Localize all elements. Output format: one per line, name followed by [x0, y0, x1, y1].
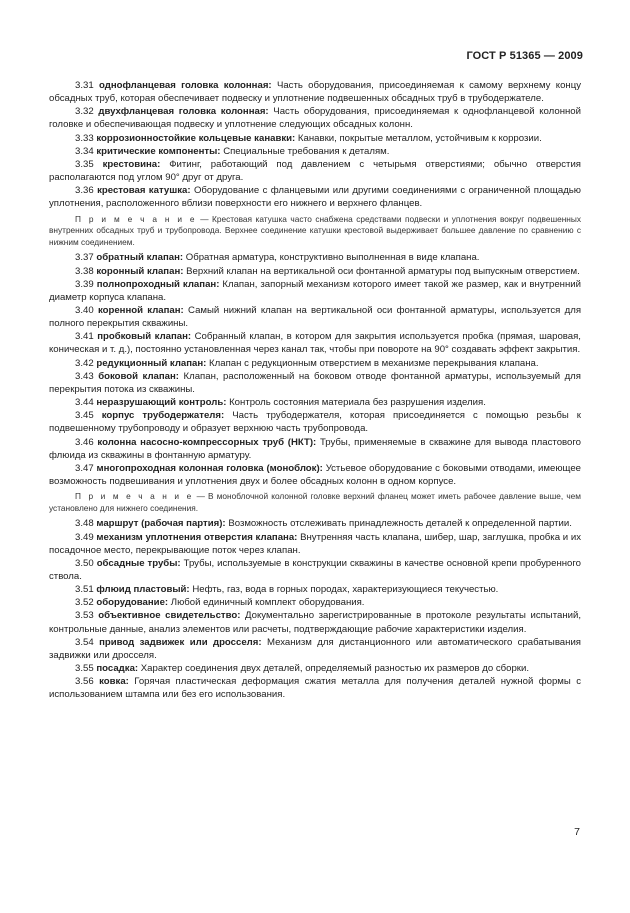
term-name: обсадные трубы: — [96, 557, 181, 569]
term-definition: Верхний клапан на вертикальной оси фонтанной арматуры под выпускным отверстием. — [186, 265, 580, 277]
term-entry — [49, 531, 581, 557]
term-name: однофланцевая головка колонная: — [99, 80, 272, 91]
term-entry — [49, 609, 581, 635]
term-definition: Специальные требования к деталям. — [223, 145, 390, 157]
term-definition: Часть трубодержателя, которая присоединяется с помощью резьбы к подвешенному трубопроводу и образует верхнюю часть трубопровода. — [49, 410, 581, 435]
term-definition: Трубы, применяемые в скважине для вывода пластового флюида из скважины в фонтанную арматуру. — [49, 436, 581, 461]
note-label: П р и м е ч а н и е — [75, 213, 197, 224]
term-number: 3.42 — [75, 357, 94, 369]
term-number: 3.36 — [75, 185, 94, 197]
term-number: 3.52 — [75, 597, 94, 609]
term-name: колонна насосно-компрессорных труб (НКТ): — [97, 436, 317, 448]
term-entry — [49, 636, 581, 662]
term-number: 3.50 — [75, 557, 94, 569]
page-number: 7 — [574, 826, 580, 838]
term-entry — [49, 517, 581, 530]
term-number: 3.35 — [75, 158, 94, 170]
term-entry — [49, 304, 581, 330]
term-definition: Собранный клапан, в котором для закрытия используется пробка (прямая, шаровая, коническая и т. д.), постоянно установленная через канал так, чтобы при повороте на 90° создавать эффект закрытия. — [49, 331, 581, 356]
term-number: 3.44 — [75, 397, 94, 409]
term-entry — [49, 583, 581, 596]
term-name: критические компоненты: — [96, 145, 221, 157]
term-number: 3.53 — [75, 610, 94, 622]
term-entry — [49, 357, 581, 370]
term-definition: Трубы, используемые в конструкции скважины в качестве основной крепи пробуренного ствола. — [49, 557, 582, 582]
term-name: неразрушающий контроль: — [96, 397, 227, 409]
term-name: многопроходная колонная головка (моноблок): — [96, 462, 323, 474]
term-name: пробковый клапан: — [97, 331, 192, 343]
term-definition: Обратная арматура, конструктивно выполненная в виде клапана. — [185, 252, 480, 264]
term-entry — [49, 265, 581, 278]
term-name: полнопроходный клапан: — [96, 278, 220, 290]
term-name: посадка: — [96, 663, 139, 675]
term-definition: Часть оборудования, присоединяемая к однофланцевой колонной головке и обеспечивающая подвеску и уплотнение следующих обсадных колонн. — [49, 106, 581, 131]
term-number: 3.47 — [75, 462, 94, 474]
term-entry — [49, 462, 581, 488]
term-definition: Канавки, покрытые металлом, устойчивым к коррозии. — [297, 132, 542, 144]
term-number: 3.41 — [75, 331, 94, 343]
term-entry — [49, 132, 581, 145]
term-number: 3.46 — [75, 436, 94, 448]
term-name: оборудование: — [96, 597, 169, 609]
term-name: крестовая катушка: — [97, 185, 191, 197]
term-number: 3.56 — [75, 676, 94, 688]
note-text: — В моноблочной колонной головке верхний фланец может иметь рабочее давление выше, чем установлено для нижнего соединения. — [49, 491, 581, 513]
term-name: крестовина: — [102, 158, 161, 170]
term-definition: Клапан с редукционным отверстием в механизме перекрывания клапана. — [209, 357, 539, 369]
term-number: 3.54 — [75, 636, 94, 648]
term-entry — [49, 396, 581, 409]
term-number: 3.45 — [75, 410, 94, 422]
term-definition: Любой единичный комплект оборудования. — [170, 597, 365, 609]
term-definition: Документально зарегистрированные в протоколе результаты испытаний, контрольные данные, анализ элементов или расчеты, подтверждающие рабочие характеристики изделия. — [49, 610, 582, 635]
term-name: привод задвижек или дросселя: — [99, 636, 262, 648]
term-name: обратный клапан: — [96, 252, 184, 264]
term-definition: Горячая пластическая деформация сжатия металла для получения деталей нужной формы с использованием штампа или без его использования. — [49, 676, 581, 701]
term-entry — [49, 145, 581, 158]
term-name: корпус трубодержателя: — [101, 410, 225, 422]
term-name: механизм уплотнения отверстия клапана: — [96, 531, 298, 543]
term-definition: Контроль состояния материала без разрушения изделия. — [229, 397, 486, 409]
term-definition: Фитинг, работающий под давлением с четырьмя отверстиями; обычно отверстия располагаются под углом 90° друг от друга. — [49, 158, 581, 184]
term-number: 3.38 — [75, 265, 94, 277]
term-entry — [49, 330, 581, 356]
term-number: 3.48 — [75, 518, 94, 530]
note — [49, 491, 581, 514]
term-number: 3.32 — [75, 106, 94, 118]
term-entry — [49, 184, 581, 210]
term-entry — [49, 596, 581, 609]
term-name: флюид пластовый: — [96, 584, 190, 596]
term-definition: Внутренняя часть клапана, шибер, шар, заглушка, пробка и их посадочное место, перекрывающие поток через клапан. — [49, 531, 581, 556]
note-label: П р и м е ч а н и е — [75, 491, 194, 502]
term-number: 3.49 — [75, 531, 94, 543]
term-entry — [49, 409, 581, 435]
term-name: маршрут (рабочая партия): — [96, 518, 226, 530]
term-entry — [49, 251, 581, 264]
term-name: двухфланцевая головка колонная: — [98, 106, 269, 118]
term-name: коронный клапан: — [96, 265, 184, 277]
term-definition: Нефть, газ, вода в горных породах, характеризующиеся текучестью. — [192, 584, 499, 596]
term-definition: Самый нижний клапан на вертикальной оси фонтанной арматуры, используется для полного перекрытия скважины. — [49, 304, 582, 330]
note — [49, 214, 581, 249]
term-number: 3.37 — [75, 252, 94, 264]
term-entry — [49, 557, 581, 583]
term-entry — [49, 79, 581, 105]
term-definition: Клапан, расположенный на боковом отводе фонтанной арматуры, используемый для перекрытия потока из скважины. — [49, 370, 581, 395]
term-entry — [49, 278, 581, 304]
term-name: объективное свидетельство: — [98, 610, 241, 622]
term-number: 3.40 — [75, 304, 94, 316]
term-definition: Устьевое оборудование с боковыми отводами, имеющее возможность подвешивания и уплотнения двух и более обсадных колонн в одном корпусе. — [49, 462, 581, 487]
term-entry — [49, 370, 581, 396]
term-number: 3.51 — [75, 584, 94, 596]
note-text: — Крестовая катушка часто снабжена средствами подвески и уплотнения вокруг подвешенных внутренних обсадных труб и трубопровода. Верхнее соединение катушки крестовой выдерживает большее давление по сравнению с нижним соединением. — [49, 213, 581, 247]
term-number: 3.31 — [75, 80, 94, 91]
term-definition: Часть оборудования, присоединяемая к самому верхнему концу обсадных труб, которая обеспечивает подвеску и уплотнение подвешенных обсадных труб в трубодержателе. — [49, 80, 582, 105]
term-entry — [49, 662, 581, 675]
term-definition: Характер соединения двух деталей, определяемый разностью их размеров до сборки. — [140, 663, 530, 675]
term-definition: Клапан, запорный механизм которого имеет такой же размер, как и внутренний диаметр корпуса клапана. — [49, 278, 581, 303]
term-definition: Возможность отслеживать принадлежность деталей к определенной партии. — [228, 518, 572, 530]
term-entry — [49, 675, 581, 701]
term-name: редукционный клапан: — [96, 357, 207, 369]
standard-header: ГОСТ Р 51365 — 2009 — [466, 50, 583, 62]
term-number: 3.34 — [75, 145, 94, 157]
term-definition: Механизм для дистанционного или автоматического срабатывания задвижки или дросселя. — [49, 636, 582, 661]
term-name: ковка: — [99, 676, 129, 688]
term-name: коррозионностойкие кольцевые канавки: — [96, 132, 296, 144]
term-number: 3.33 — [75, 132, 94, 144]
term-number: 3.39 — [75, 278, 94, 290]
term-definition: Оборудование с фланцевыми или другими соединениями с ограниченной площадью уплотнения, расположенного вблизи поверхности его нижнего и верхнего фланцев. — [49, 185, 581, 210]
terms-list — [49, 79, 581, 702]
term-number: 3.43 — [75, 370, 94, 382]
term-entry — [49, 105, 581, 131]
term-name: боковой клапан: — [98, 370, 180, 382]
term-entry — [49, 436, 581, 462]
term-number: 3.55 — [75, 663, 94, 675]
term-name: коренной клапан: — [97, 304, 184, 316]
term-entry — [49, 158, 581, 184]
